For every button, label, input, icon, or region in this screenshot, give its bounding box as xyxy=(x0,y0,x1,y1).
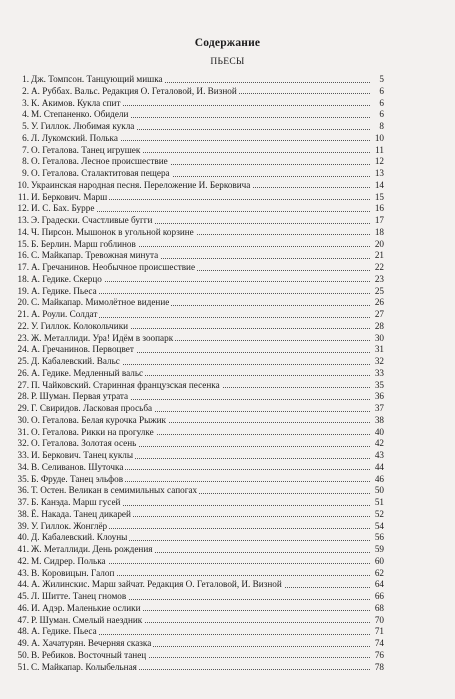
toc-entry-page-number: 13 xyxy=(370,168,384,179)
toc-entry-number: 34. xyxy=(17,461,29,472)
toc-entry-title-wrap xyxy=(31,297,171,308)
toc-entry-title-wrap xyxy=(31,497,122,508)
toc-entry-title: О. Геталова. Сталактитовая пещера xyxy=(31,168,170,178)
toc-entry-title: К. Акимов. Кукла спит xyxy=(31,97,121,108)
toc-entry-page-number: 12 xyxy=(370,156,384,167)
toc-entry-title-wrap xyxy=(31,250,160,261)
toc-entry-number: 45. xyxy=(17,591,29,601)
toc-entry-title-wrap xyxy=(31,227,196,238)
toc-entry-page-number: 76 xyxy=(370,650,384,661)
toc-entry-page-number: 6 xyxy=(370,86,384,97)
toc-entry-number: 1. xyxy=(22,74,29,84)
toc-entry xyxy=(9,309,384,320)
toc-entry-title: А. Гедике. Пьеса xyxy=(31,285,97,296)
toc-entry-title-wrap xyxy=(31,133,120,144)
toc-entry-page-number: 31 xyxy=(370,344,384,355)
toc-entry-number: 12. xyxy=(17,203,29,214)
toc-entry-title-wrap xyxy=(31,544,155,555)
toc-entry-title-wrap xyxy=(31,662,139,673)
toc-entry-number: 9. xyxy=(22,168,29,178)
toc-entry-title-wrap xyxy=(31,427,156,438)
toc-entry-number: 42. xyxy=(17,555,29,566)
toc-entry xyxy=(9,579,384,590)
toc-entry-number: 3. xyxy=(22,97,29,108)
toc-entry xyxy=(9,109,384,120)
toc-entry-page-number: 78 xyxy=(370,662,384,673)
toc-entry-number: 27. xyxy=(17,379,29,390)
toc-entry-number: 14. xyxy=(17,226,29,237)
toc-entry-number: 49. xyxy=(17,638,29,648)
toc-entry-title: А. Гедике. Медленный вальс xyxy=(31,367,144,378)
toc-entry-number: 40. xyxy=(17,532,29,543)
toc-entry-number: 26. xyxy=(17,367,29,378)
toc-entry-page-number: 20 xyxy=(370,239,384,250)
toc-entry-title: Ё. Накада. Танец дикарей xyxy=(31,508,131,519)
toc-entry xyxy=(9,509,384,520)
toc-entry-number: 18. xyxy=(17,273,29,284)
toc-entry-number: 41. xyxy=(17,544,29,554)
toc-entry xyxy=(9,133,384,144)
toc-entry-title: А. Гречанинов. Первоцвет xyxy=(31,344,134,355)
toc-entry-title-wrap xyxy=(31,568,116,579)
toc-entry-title-wrap xyxy=(31,262,197,273)
toc-entry-number: 19. xyxy=(17,285,29,296)
toc-entry-page-number: 71 xyxy=(370,626,384,637)
toc-entry-title-wrap xyxy=(31,474,125,485)
toc-entry-title: И. Беркович. Танец куклы xyxy=(31,450,134,460)
toc-entry-number: 31. xyxy=(17,426,29,437)
toc-entry-title: В. Коровицын. Галоп xyxy=(31,567,115,578)
toc-entry-title-wrap xyxy=(31,556,108,567)
toc-entry xyxy=(9,344,384,355)
toc-entry-title: А. Роули. Солдат xyxy=(31,309,98,319)
toc-entry-title: Р. Шуман. Смелый наездник xyxy=(31,614,143,625)
toc-entry xyxy=(9,568,384,579)
toc-entry-title: О. Геталова. Рикки на прогулке xyxy=(31,426,154,437)
toc-entry-number: 7. xyxy=(22,144,29,155)
toc-entry-page-number: 50 xyxy=(370,485,384,496)
toc-entry-title: Р. Шуман. Первая утрата xyxy=(31,391,129,402)
toc-entry xyxy=(9,250,384,261)
toc-entry-title-wrap xyxy=(31,509,133,520)
toc-entry-title: О. Геталова. Танец игрушек xyxy=(31,144,141,155)
toc-entry-title: Б. Фруде. Танец эльфов xyxy=(31,473,124,484)
toc-entry-title: А. Гедике. Пьеса xyxy=(31,626,97,637)
toc-entry-number: 32. xyxy=(17,438,29,449)
toc-entry-title: А. Гречанинов. Необычное происшествие xyxy=(31,262,196,272)
toc-entry-title-wrap xyxy=(31,215,154,226)
toc-entry xyxy=(9,168,384,179)
toc-entry-title: Ж. Металлиди. День рождения xyxy=(31,544,153,554)
toc-entry-title: Л. Лукомский. Полька xyxy=(31,132,118,143)
toc-entry-title-wrap xyxy=(31,121,136,132)
toc-entry-page-number: 60 xyxy=(370,556,384,567)
toc-entry xyxy=(9,333,384,344)
toc-entry-title: У. Гиллок. Любимая кукла xyxy=(31,121,135,131)
toc-entry-title-wrap xyxy=(31,415,168,426)
toc-entry xyxy=(9,532,384,543)
toc-entry-page-number: 30 xyxy=(370,333,384,344)
toc-entry-page-number: 6 xyxy=(370,109,384,120)
toc-entry-title: П. Чайковский. Старинная французская песенка xyxy=(31,379,220,390)
toc-entry-title-wrap xyxy=(31,145,142,156)
toc-entry-title-wrap xyxy=(31,650,148,661)
toc-entry-title: С. Майкапар. Колыбельная xyxy=(31,661,137,672)
toc-entry xyxy=(9,391,384,402)
toc-entry-number: 13. xyxy=(17,215,29,225)
toc-entry xyxy=(9,662,384,673)
toc-entry-title-wrap xyxy=(31,98,122,109)
toc-entry-title: Б. Канэда. Марш гусей xyxy=(31,497,121,507)
toc-entry-page-number: 5 xyxy=(370,74,384,85)
toc-entry-number: 51. xyxy=(17,661,29,672)
toc-entry xyxy=(9,591,384,602)
toc-entry xyxy=(9,380,384,391)
toc-entry xyxy=(9,368,384,379)
toc-entry-title-wrap xyxy=(31,74,165,85)
toc-entry-number: 4. xyxy=(22,109,29,120)
toc-entry xyxy=(9,356,384,367)
toc-entry-title-wrap xyxy=(31,615,144,626)
toc-entry xyxy=(9,544,384,555)
toc-entry xyxy=(9,521,384,532)
toc-entry xyxy=(9,485,384,496)
toc-entry xyxy=(9,556,384,567)
toc-entry-title-wrap xyxy=(31,485,199,496)
toc-entry-title-wrap xyxy=(31,521,109,532)
toc-entry xyxy=(9,239,384,250)
toc-entry-number: 39. xyxy=(17,520,29,531)
toc-entry-title-wrap xyxy=(31,438,138,449)
toc-entry-page-number: 33 xyxy=(370,368,384,379)
toc-entry-title-wrap xyxy=(31,462,125,473)
toc-entry-number: 28. xyxy=(17,391,29,402)
toc-entry-title: А. Хачатурян. Вечерняя сказка xyxy=(31,638,152,648)
toc-entry xyxy=(9,86,384,97)
toc-entry-title: О. Геталова. Белая курочка Рыжик xyxy=(31,414,167,425)
toc-entry xyxy=(9,415,384,426)
toc-entry-number: 47. xyxy=(17,614,29,625)
toc-entry-page-number: 74 xyxy=(370,638,384,649)
toc-entry xyxy=(9,74,384,85)
toc-entry xyxy=(9,192,384,203)
toc-entry-title-wrap xyxy=(31,391,130,402)
toc-entry xyxy=(9,626,384,637)
toc-entry-page-number: 10 xyxy=(370,133,384,144)
toc-entry-number: 35. xyxy=(17,473,29,484)
toc-entry-title: В. Селиванов. Шуточка xyxy=(31,461,124,472)
toc-entry-title-wrap xyxy=(31,156,170,167)
toc-entry-page-number: 44 xyxy=(370,462,384,473)
toc-entry-title-wrap xyxy=(31,168,172,179)
toc-entry-title-wrap xyxy=(31,321,130,332)
toc-entry-title-wrap xyxy=(31,333,175,344)
toc-entry xyxy=(9,615,384,626)
toc-entry-title-wrap xyxy=(31,192,109,203)
toc-entry-title-wrap xyxy=(31,109,130,120)
toc-entry xyxy=(9,650,384,661)
toc-entry-title: Э. Градески. Счастливые бугги xyxy=(31,215,153,225)
toc-entry xyxy=(9,603,384,614)
toc-entry-page-number: 52 xyxy=(370,509,384,520)
toc-entry-number: 16. xyxy=(17,250,29,261)
toc-entry xyxy=(9,497,384,508)
toc-entry-number: 44. xyxy=(17,579,29,590)
toc-entry-title: А. Жилинскис. Марш зайчат. Редакция О. Геталовой, И. Визной xyxy=(31,579,282,590)
toc-entry-page-number: 32 xyxy=(370,356,384,367)
toc-entry-title-wrap xyxy=(31,286,99,297)
toc-entry-page-number: 40 xyxy=(370,427,384,438)
toc-entry xyxy=(9,180,384,191)
toc-entry-number: 38. xyxy=(17,508,29,519)
toc-entry xyxy=(9,638,384,649)
toc-entry xyxy=(9,438,384,449)
toc-entry-number: 6. xyxy=(22,132,29,143)
toc-entry-page-number: 59 xyxy=(370,544,384,555)
toc-entry-title: Дж. Томпсон. Танцующий мишка xyxy=(31,74,163,84)
toc-entry-page-number: 38 xyxy=(370,415,384,426)
toc-entry-number: 46. xyxy=(17,602,29,613)
toc-entry-title-wrap xyxy=(31,380,222,391)
toc-entry-page-number: 27 xyxy=(370,309,384,320)
toc-entry-page-number: 46 xyxy=(370,474,384,485)
toc-entry-number: 8. xyxy=(22,156,29,167)
toc-entry-title-wrap xyxy=(31,603,143,614)
toc-entry-title: И. Беркович. Марш xyxy=(31,191,108,202)
toc-entry-number: 23. xyxy=(17,332,29,343)
toc-entry-page-number: 66 xyxy=(370,591,384,602)
toc-entry-title-wrap xyxy=(31,403,154,414)
toc-entry-page-number: 18 xyxy=(370,227,384,238)
toc-entry-title: Т. Остен. Великан в семимильных сапогах xyxy=(31,485,198,496)
toc-entry xyxy=(9,321,384,332)
toc-entry-page-number: 51 xyxy=(370,497,384,508)
toc-entry xyxy=(9,203,384,214)
toc-entry-title: А. Руббах. Вальс. Редакция О. Геталовой, И. Визной xyxy=(31,85,237,96)
toc-entry-title: Ж. Металлиди. Ура! Идём в зоопарк xyxy=(31,332,174,343)
toc-entry-number: 48. xyxy=(17,626,29,637)
toc-entry-number: 11. xyxy=(17,191,29,202)
toc-entry-title-wrap xyxy=(31,450,135,461)
toc-entry xyxy=(9,427,384,438)
toc-entry-page-number: 17 xyxy=(370,215,384,226)
section-heading: ПЬЕСЫ xyxy=(210,57,245,67)
toc-entry-page-number: 6 xyxy=(370,98,384,109)
toc-entry-page-number: 68 xyxy=(370,603,384,614)
toc-entry xyxy=(9,297,384,308)
toc-entry-title: И. С. Бах. Бурре xyxy=(31,203,95,214)
toc-entry-title-wrap xyxy=(31,591,128,602)
toc-entry-title: У. Гиллок. Колокольчики xyxy=(31,320,129,331)
toc-entry-number: 24. xyxy=(17,344,29,355)
toc-entry-title-wrap xyxy=(31,203,96,214)
toc-entry-page-number: 21 xyxy=(370,250,384,261)
toc-entry-page-number: 25 xyxy=(370,286,384,297)
toc-entry-page-number: 28 xyxy=(370,321,384,332)
toc-entry-title: В. Ребиков. Восточный танец xyxy=(31,649,147,660)
toc-entry-number: 25. xyxy=(17,356,29,366)
toc-entry-title: Г. Свиридов. Ласковая просьба xyxy=(31,403,153,413)
toc-entry-page-number: 14 xyxy=(370,180,384,191)
toc-entry-title-wrap xyxy=(31,180,252,191)
toc-entry-page-number: 62 xyxy=(370,568,384,579)
toc-entry-number: 20. xyxy=(17,297,29,308)
toc-entry-title-wrap xyxy=(31,626,99,637)
toc-entry-title-wrap xyxy=(31,638,153,649)
toc-entry xyxy=(9,98,384,109)
toc-entry-page-number: 16 xyxy=(370,203,384,214)
toc-entry-page-number: 43 xyxy=(370,450,384,461)
toc-entry xyxy=(9,462,384,473)
toc-entry xyxy=(9,145,384,156)
toc-entry-title: О. Геталова. Золотая осень xyxy=(31,438,137,449)
toc-entry-title-wrap xyxy=(31,368,145,379)
toc-entry-number: 37. xyxy=(17,497,29,507)
toc-entry-title: Д. Кабалевский. Клоуны xyxy=(31,532,128,543)
toc-entry-page-number: 23 xyxy=(370,274,384,285)
toc-entry xyxy=(9,403,384,414)
toc-entry-title: И. Адэр. Маленькие ослики xyxy=(31,602,141,613)
toc-entry-page-number: 42 xyxy=(370,438,384,449)
toc-entry-number: 43. xyxy=(17,567,29,578)
toc-entry-title: У. Гиллок. Жонглёр xyxy=(31,520,108,531)
toc-entry-page-number: 8 xyxy=(370,121,384,132)
toc-entry-page-number: 37 xyxy=(370,403,384,414)
toc-entry xyxy=(9,121,384,132)
toc-entry-title-wrap xyxy=(31,356,122,367)
toc-entry-number: 10. xyxy=(17,179,29,190)
toc-entry-number: 50. xyxy=(17,649,29,660)
toc-entry-page-number: 64 xyxy=(370,579,384,590)
toc-entry-page-number: 54 xyxy=(370,521,384,532)
toc-entry-title: О. Геталова. Лесное происшествие xyxy=(31,156,168,167)
toc-entry-title: С. Майкапар. Тревожная минута xyxy=(31,250,159,261)
toc-entry-title-wrap xyxy=(31,239,138,250)
toc-entry-number: 30. xyxy=(17,414,29,425)
toc-entry xyxy=(9,274,384,285)
toc-entry-number: 21. xyxy=(17,309,29,319)
toc-entry-title: Д. Кабалевский. Вальс xyxy=(31,356,120,366)
toc-entry-title: Л. Шитте. Танец гномов xyxy=(31,591,127,601)
page-title: Содержание xyxy=(194,37,261,49)
toc-entry-number: 5. xyxy=(22,121,29,131)
toc-entry xyxy=(9,262,384,273)
toc-entry xyxy=(9,286,384,297)
toc-entry-title: М. Сидрер. Полька xyxy=(31,555,106,566)
toc-entry-page-number: 70 xyxy=(370,615,384,626)
toc-entry-title: Ч. Пирсон. Мышонок в угольной корзине xyxy=(31,226,194,237)
toc-entry-title: М. Степаненко. Обидели xyxy=(31,109,129,120)
toc-entry-page-number: 35 xyxy=(370,380,384,391)
toc-entry-title: С. Майкапар. Мимолётное видение xyxy=(31,297,170,308)
toc-entry-title-wrap xyxy=(31,344,136,355)
toc-entry-page-number: 11 xyxy=(370,145,384,156)
toc-entry-number: 36. xyxy=(17,485,29,496)
toc-entry-page-number: 56 xyxy=(370,532,384,543)
toc-entry-number: 22. xyxy=(17,320,29,331)
toc-entry-number: 33. xyxy=(17,450,29,460)
toc-entry-number: 2. xyxy=(22,85,29,96)
toc-entry xyxy=(9,215,384,226)
toc-entry-page-number: 26 xyxy=(370,297,384,308)
toc-entry-title-wrap xyxy=(31,532,129,543)
toc-entry-title-wrap xyxy=(31,309,99,320)
toc-entry-number: 15. xyxy=(17,238,29,249)
toc-entry-title: Украинская народная песня. Переложение И. Берковича xyxy=(31,179,251,190)
toc-entry-title: А. Гедике. Скерцо xyxy=(31,273,102,284)
toc-entry-number: 17. xyxy=(17,262,29,272)
toc-entry-page-number: 36 xyxy=(370,391,384,402)
toc-entry-title-wrap xyxy=(31,86,239,97)
toc-entry xyxy=(9,474,384,485)
toc-entry-title-wrap xyxy=(31,274,104,285)
toc-entry-number: 29. xyxy=(17,403,29,413)
toc-entry-title-wrap xyxy=(31,579,284,590)
toc-entry-title: Б. Берлин. Марш гоблинов xyxy=(31,238,136,249)
toc-entry xyxy=(9,227,384,238)
toc-entry-page-number: 15 xyxy=(370,192,384,203)
toc-entry xyxy=(9,450,384,461)
toc-entry-page-number: 22 xyxy=(370,262,384,273)
toc-entry xyxy=(9,156,384,167)
